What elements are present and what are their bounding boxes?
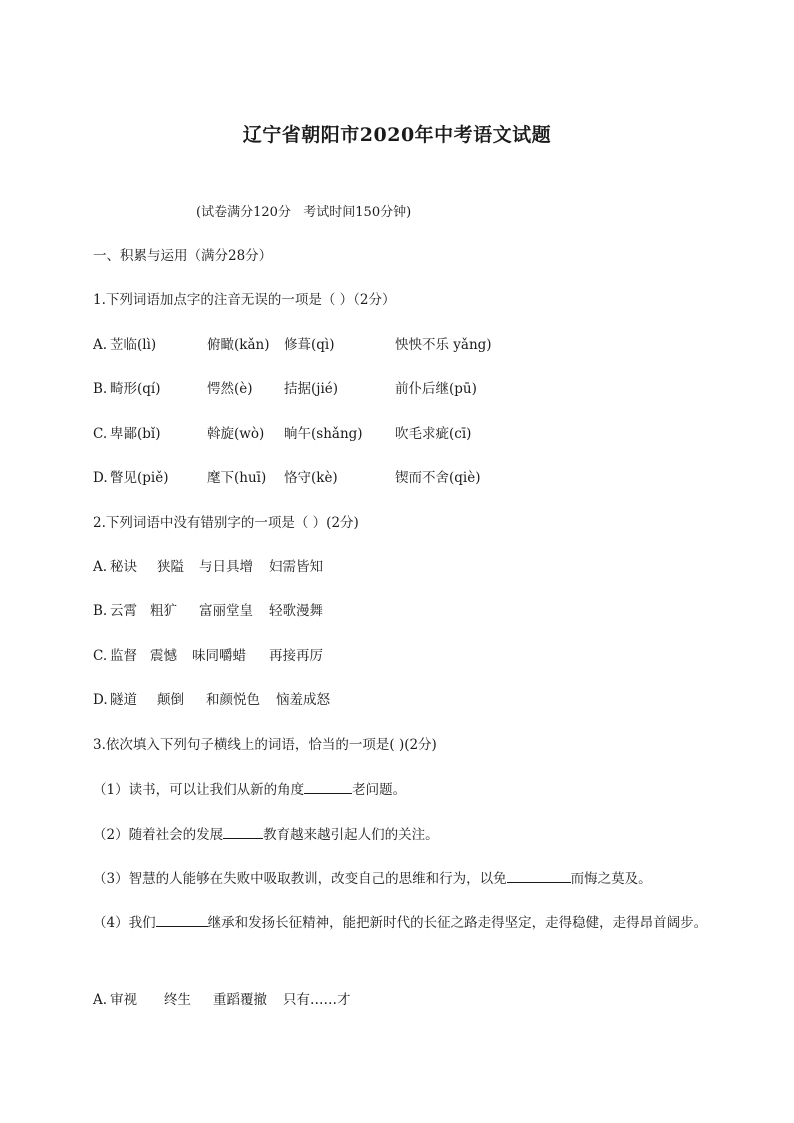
sentence-text: 继承和发扬长征精神，能把新时代的长征之路走得坚定，走得稳健，走得昂首阔步。 <box>207 915 708 931</box>
option-word: 卑鄙(bǐ) <box>110 426 161 442</box>
option-letter: C. <box>93 426 108 442</box>
option-word: 颠倒 <box>157 692 184 708</box>
option-word: 麾下(huī) <box>207 470 267 486</box>
sentence-text: （2）随着社会的发展 <box>93 827 224 843</box>
option-word: 粗犷 <box>150 603 177 619</box>
option-letter: B. <box>93 603 108 619</box>
sentence-text: （4）我们 <box>93 915 156 931</box>
option-letter: A. <box>93 559 108 575</box>
page-title: 辽宁省朝阳市2020年中考语文试题 <box>242 124 552 146</box>
question-2-stem: 2.下列词语中没有错别字的一项是（ ）(2分) <box>93 515 359 531</box>
exam-info: (试卷满分120分 考试时间150分钟) <box>196 205 412 220</box>
option-word: 只有……才 <box>283 992 351 1008</box>
question-1-stem: 1.下列词语加点字的注音无误的一项是（ ）（2分） <box>93 292 396 308</box>
option-word: 和颜悦色 <box>206 692 260 708</box>
option-letter: C. <box>93 648 108 664</box>
fill-blank[interactable] <box>304 779 352 794</box>
option-word: 妇需皆知 <box>269 559 323 575</box>
option-word: 再接再厉 <box>269 648 323 664</box>
q2-option-b[interactable] <box>93 601 708 621</box>
fill-blank[interactable] <box>156 912 208 927</box>
option-word: 狭隘 <box>157 559 184 575</box>
option-word: 富丽堂皇 <box>199 603 253 619</box>
option-word: 重蹈覆撤 <box>213 992 267 1008</box>
option-letter: D. <box>93 692 108 708</box>
fill-blank[interactable] <box>223 824 263 839</box>
fill-blank[interactable] <box>507 868 571 883</box>
q1-option-c[interactable] <box>93 424 708 444</box>
option-word: 愕然(è) <box>207 381 253 397</box>
option-letter: D. <box>93 470 108 486</box>
option-word: 斡旋(wò) <box>207 426 265 442</box>
sentence-text: （3）智慧的人能够在失败中吸取教训，改变自己的思维和行为，以免 <box>93 871 507 887</box>
option-word: 恪守(kè) <box>284 470 338 486</box>
q3-sentence-3 <box>93 868 652 889</box>
option-word: 晌午(shǎng) <box>284 426 363 442</box>
option-word: 俯瞰(kǎn) <box>207 337 270 353</box>
option-word: 终生 <box>164 992 191 1008</box>
option-letter: A. <box>93 992 108 1008</box>
option-word: 轻歌漫舞 <box>269 603 323 619</box>
option-word: 锲而不舍(qiè) <box>395 470 481 486</box>
sentence-text: 而悔之莫及。 <box>570 871 652 887</box>
option-word: 隧道 <box>110 692 137 708</box>
option-word: 修葺(qì) <box>284 337 335 353</box>
q3-sentence-1 <box>93 779 406 800</box>
sentence-text: 教育越来越引起人们的关注。 <box>263 827 439 843</box>
q3-sentence-2 <box>93 824 439 845</box>
option-word: 审视 <box>110 992 137 1008</box>
option-word: 与日具增 <box>199 559 253 575</box>
sentence-text: 老问题。 <box>352 782 407 798</box>
q1-option-a[interactable] <box>93 335 708 355</box>
option-word: 震憾 <box>150 648 177 664</box>
q2-option-a[interactable] <box>93 557 708 577</box>
q1-option-b[interactable] <box>93 379 708 399</box>
option-word: 监督 <box>110 648 137 664</box>
option-word: 云霄 <box>110 603 137 619</box>
sentence-text: （1）读书，可以让我们从新的角度 <box>93 782 305 798</box>
option-word: 拮据(jié) <box>284 381 339 397</box>
q2-option-c[interactable] <box>93 646 708 666</box>
option-word: 恼羞成怒 <box>276 692 330 708</box>
q3-option-a[interactable] <box>93 990 708 1010</box>
q1-option-d[interactable] <box>93 468 708 488</box>
option-word: 怏怏不乐 yǎng) <box>395 337 492 353</box>
q2-option-d[interactable] <box>93 690 708 710</box>
option-letter: B. <box>93 381 108 397</box>
option-word: 味同嚼蜡 <box>192 648 246 664</box>
option-word: 畸形(qí) <box>110 381 161 397</box>
option-letter: A. <box>93 337 108 353</box>
question-3-stem: 3.依次填入下列句子横线上的词语，恰当的一项是( )(2分) <box>93 737 437 753</box>
option-word: 吹毛求疵(cī) <box>395 426 472 442</box>
option-word: 秘诀 <box>110 559 137 575</box>
section-heading: 一、积累与运用（满分28分） <box>93 248 273 264</box>
option-word: 苙临(lì) <box>110 337 157 353</box>
q3-sentence-4 <box>93 906 708 940</box>
option-word: 前仆后继(pū) <box>395 381 477 397</box>
option-word: 瞥见(piě) <box>110 470 169 486</box>
